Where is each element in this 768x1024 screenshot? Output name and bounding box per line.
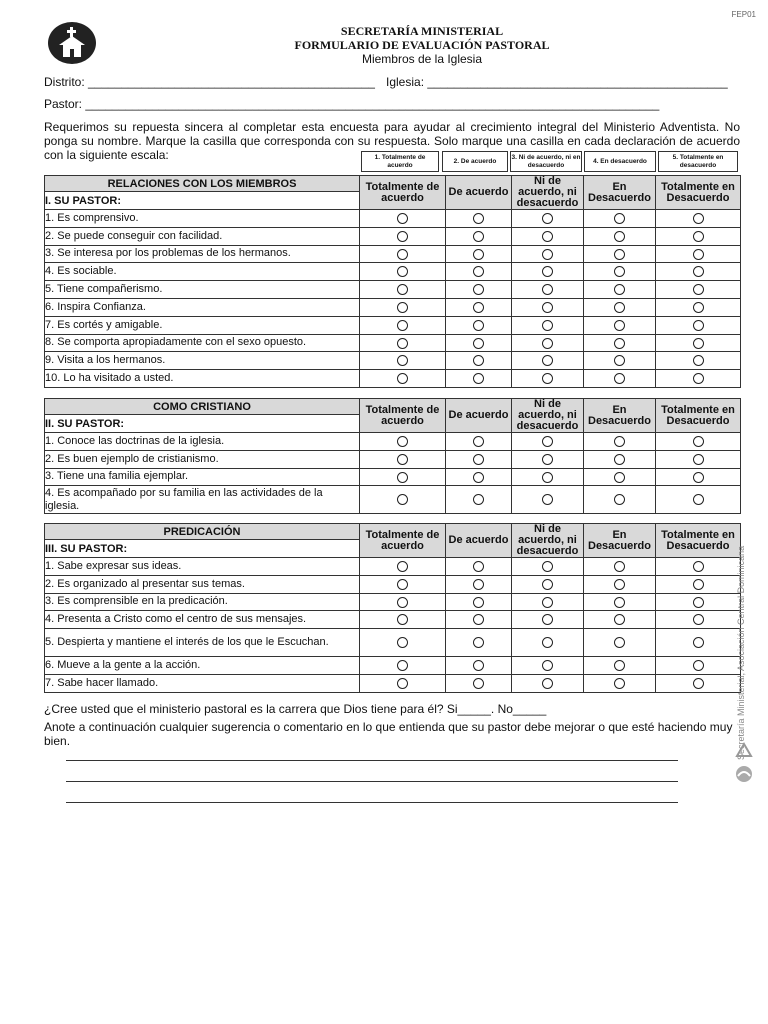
answer-cell — [512, 657, 584, 675]
table-row — [45, 227, 741, 245]
answer-radio[interactable] — [614, 472, 625, 483]
answer-cell — [360, 316, 446, 334]
question-text: 9. Visita a los hermanos. — [45, 352, 360, 370]
iglesia-field[interactable]: Iglesia: _____________________________________________ — [386, 75, 728, 89]
answer-radio[interactable] — [614, 249, 625, 260]
table-row — [45, 281, 741, 299]
section-predicacion-table — [44, 523, 741, 693]
answer-radio[interactable] — [473, 637, 484, 648]
question-text: 6. Inspira Confianza. — [45, 298, 360, 316]
answer-cell — [360, 657, 446, 675]
answer-radio[interactable] — [542, 472, 553, 483]
answer-radio[interactable] — [542, 579, 553, 590]
table-row — [45, 575, 741, 593]
answer-cell — [360, 227, 446, 245]
answer-radio[interactable] — [473, 579, 484, 590]
table-row — [45, 611, 741, 629]
answer-radio[interactable] — [693, 302, 704, 313]
answer-cell — [360, 611, 446, 629]
answer-cell — [584, 210, 656, 228]
answer-radio[interactable] — [542, 373, 553, 384]
question-text: 1. Conoce las doctrinas de la iglesia. — [45, 433, 360, 451]
answer-cell — [446, 210, 512, 228]
answer-radio[interactable] — [542, 231, 553, 242]
answer-cell — [360, 486, 446, 514]
answer-radio[interactable] — [693, 249, 704, 260]
table-row — [45, 334, 741, 352]
column-header: Ni de acuerdo, ni desacuerdo — [512, 399, 584, 433]
answer-radio[interactable] — [542, 660, 553, 671]
column-header: Totalmente de acuerdo — [360, 176, 446, 210]
answer-cell — [656, 575, 741, 593]
answer-radio[interactable] — [397, 637, 408, 648]
table-row — [45, 263, 741, 281]
answer-radio[interactable] — [614, 597, 625, 608]
answer-cell — [584, 245, 656, 263]
answer-cell — [584, 316, 656, 334]
answer-cell — [656, 352, 741, 370]
answer-cell — [360, 352, 446, 370]
answer-radio[interactable] — [397, 472, 408, 483]
question-text: 4. Es sociable. — [45, 263, 360, 281]
answer-cell — [446, 316, 512, 334]
answer-radio[interactable] — [473, 597, 484, 608]
answer-radio[interactable] — [614, 355, 625, 366]
answer-radio[interactable] — [614, 266, 625, 277]
answer-radio[interactable] — [542, 355, 553, 366]
answer-radio[interactable] — [397, 579, 408, 590]
answer-radio[interactable] — [693, 597, 704, 608]
answer-cell — [584, 433, 656, 451]
column-header: Totalmente en Desacuerdo — [656, 524, 741, 558]
answer-cell — [446, 486, 512, 514]
answer-radio[interactable] — [542, 436, 553, 447]
answer-cell — [512, 210, 584, 228]
header-subtitle: FORMULARIO DE EVALUACIÓN PASTORAL — [294, 38, 550, 52]
answer-cell — [584, 450, 656, 468]
table-row — [45, 468, 741, 486]
table-row — [45, 674, 741, 692]
column-header: Ni de acuerdo, ni desacuerdo — [512, 176, 584, 210]
table-row — [45, 433, 741, 451]
answer-radio[interactable] — [397, 302, 408, 313]
answer-radio[interactable] — [614, 213, 625, 224]
answer-cell — [584, 281, 656, 299]
career-question[interactable]: ¿Cree usted que el ministerio pastoral es la carrera que Dios tiene para él? Si_____. No_____ — [44, 702, 547, 716]
question-text: 5. Tiene compañerismo. — [45, 281, 360, 299]
answer-cell — [360, 468, 446, 486]
answer-radio[interactable] — [473, 284, 484, 295]
answer-cell — [656, 629, 741, 657]
answer-cell — [656, 657, 741, 675]
answer-cell — [512, 674, 584, 692]
answer-radio[interactable] — [542, 494, 553, 505]
scale-2: 2. De acuerdo — [442, 151, 508, 172]
answer-cell — [656, 210, 741, 228]
answer-cell — [360, 263, 446, 281]
answer-cell — [584, 352, 656, 370]
question-text: 6. Mueve a la gente a la acción. — [45, 657, 360, 675]
column-header: Totalmente en Desacuerdo — [656, 399, 741, 433]
answer-cell — [360, 281, 446, 299]
question-text: 2. Se puede conseguir con facilidad. — [45, 227, 360, 245]
table-row — [45, 370, 741, 388]
answer-radio[interactable] — [473, 355, 484, 366]
comment-line-2[interactable] — [66, 781, 678, 782]
question-text: 1. Es comprensivo. — [45, 210, 360, 228]
table-row — [45, 558, 741, 576]
answer-cell — [584, 298, 656, 316]
table-row — [45, 245, 741, 263]
answer-radio[interactable] — [473, 373, 484, 384]
answer-cell — [584, 468, 656, 486]
answer-cell — [584, 370, 656, 388]
column-header: Totalmente de acuerdo — [360, 524, 446, 558]
answer-cell — [656, 281, 741, 299]
answer-cell — [512, 468, 584, 486]
question-text: 4. Presenta a Cristo como el centro de sus mensajes. — [45, 611, 360, 629]
answer-cell — [446, 575, 512, 593]
answer-radio[interactable] — [542, 266, 553, 277]
answer-radio[interactable] — [397, 494, 408, 505]
answer-cell — [512, 593, 584, 611]
question-text: 5. Despierta y mantiene el interés de los que le Escuchan. — [45, 629, 360, 657]
answer-radio[interactable] — [614, 614, 625, 625]
answer-radio[interactable] — [397, 231, 408, 242]
answer-cell — [512, 263, 584, 281]
answer-radio[interactable] — [397, 373, 408, 384]
answer-radio[interactable] — [693, 231, 704, 242]
answer-radio[interactable] — [614, 284, 625, 295]
question-text: 7. Es cortés y amigable. — [45, 316, 360, 334]
answer-radio[interactable] — [473, 338, 484, 349]
table-row — [45, 629, 741, 657]
column-header: En Desacuerdo — [584, 399, 656, 433]
answer-cell — [656, 486, 741, 514]
section-title: COMO CRISTIANO — [45, 399, 360, 415]
answer-radio[interactable] — [693, 373, 704, 384]
column-header: Totalmente de acuerdo — [360, 399, 446, 433]
answer-cell — [584, 263, 656, 281]
answer-radio[interactable] — [397, 561, 408, 572]
answer-radio[interactable] — [614, 579, 625, 590]
answer-radio[interactable] — [693, 472, 704, 483]
answer-radio[interactable] — [397, 355, 408, 366]
answer-radio[interactable] — [693, 678, 704, 689]
answer-radio[interactable] — [693, 454, 704, 465]
column-header: Ni de acuerdo, ni desacuerdo — [512, 524, 584, 558]
answer-cell — [656, 334, 741, 352]
answer-cell — [584, 657, 656, 675]
answer-cell — [446, 370, 512, 388]
table-row — [45, 210, 741, 228]
answer-cell — [512, 575, 584, 593]
answer-cell — [656, 468, 741, 486]
answer-cell — [360, 298, 446, 316]
answer-radio[interactable] — [693, 637, 704, 648]
answer-cell — [512, 298, 584, 316]
scale-4: 4. En desacuerdo — [584, 151, 656, 172]
table-row — [45, 593, 741, 611]
answer-cell — [512, 352, 584, 370]
answer-radio[interactable] — [397, 597, 408, 608]
question-text: 1. Sabe expresar sus ideas. — [45, 558, 360, 576]
answer-cell — [446, 450, 512, 468]
column-header: De acuerdo — [446, 176, 512, 210]
answer-cell — [360, 433, 446, 451]
answer-cell — [360, 334, 446, 352]
answer-radio[interactable] — [614, 231, 625, 242]
answer-radio[interactable] — [614, 373, 625, 384]
answer-cell — [656, 316, 741, 334]
answer-radio[interactable] — [614, 320, 625, 331]
answer-radio[interactable] — [473, 213, 484, 224]
answer-radio[interactable] — [542, 284, 553, 295]
answer-cell — [446, 657, 512, 675]
answer-radio[interactable] — [473, 266, 484, 277]
answer-radio[interactable] — [397, 213, 408, 224]
answer-cell — [512, 611, 584, 629]
answer-radio[interactable] — [693, 436, 704, 447]
answer-radio[interactable] — [397, 436, 408, 447]
answer-cell — [446, 433, 512, 451]
header-title: SECRETARÍA MINISTERIAL — [340, 24, 504, 38]
answer-cell — [656, 245, 741, 263]
answer-radio[interactable] — [614, 678, 625, 689]
answer-cell — [360, 370, 446, 388]
question-text: 3. Se interesa por los problemas de los hermanos. — [45, 245, 360, 263]
answer-radio[interactable] — [693, 213, 704, 224]
section-subtitle: I. SU PASTOR: — [45, 192, 360, 210]
answer-radio[interactable] — [473, 494, 484, 505]
answer-radio[interactable] — [614, 338, 625, 349]
answer-radio[interactable] — [542, 637, 553, 648]
answer-cell — [360, 210, 446, 228]
answer-radio[interactable] — [693, 579, 704, 590]
answer-cell — [584, 629, 656, 657]
answer-cell — [584, 575, 656, 593]
answer-cell — [512, 227, 584, 245]
answer-cell — [446, 334, 512, 352]
answer-cell — [446, 468, 512, 486]
answer-radio[interactable] — [614, 561, 625, 572]
question-text: 10. Lo ha visitado a usted. — [45, 370, 360, 388]
answer-cell — [512, 629, 584, 657]
answer-cell — [656, 227, 741, 245]
answer-radio[interactable] — [397, 249, 408, 260]
answer-cell — [512, 281, 584, 299]
answer-cell — [584, 558, 656, 576]
question-text: 3. Tiene una familia ejemplar. — [45, 468, 360, 486]
answer-radio[interactable] — [693, 494, 704, 505]
section-relaciones-table — [44, 175, 741, 388]
answer-radio[interactable] — [473, 561, 484, 572]
answer-cell — [360, 558, 446, 576]
answer-radio[interactable] — [397, 678, 408, 689]
scale-5: 5. Totalmente en desacuerdo — [658, 151, 738, 172]
question-text: 2. Es organizado al presentar sus temas. — [45, 575, 360, 593]
header-audience: Miembros de la Iglesia — [361, 52, 483, 66]
answer-radio[interactable] — [397, 338, 408, 349]
column-header: De acuerdo — [446, 399, 512, 433]
answer-radio[interactable] — [693, 284, 704, 295]
answer-radio[interactable] — [693, 660, 704, 671]
answer-radio[interactable] — [473, 249, 484, 260]
answer-cell — [512, 558, 584, 576]
answer-radio[interactable] — [614, 494, 625, 505]
adventist-emblem-icon — [734, 764, 754, 784]
table-row — [45, 352, 741, 370]
answer-radio[interactable] — [397, 266, 408, 277]
answer-radio[interactable] — [473, 614, 484, 625]
answer-radio[interactable] — [542, 597, 553, 608]
answer-cell — [584, 486, 656, 514]
answer-radio[interactable] — [473, 472, 484, 483]
table-row — [45, 316, 741, 334]
answer-cell — [656, 450, 741, 468]
answer-radio[interactable] — [473, 454, 484, 465]
answer-cell — [512, 370, 584, 388]
question-text: 4. Es acompañado por su familia en las actividades de la iglesia. — [45, 486, 360, 514]
column-header: En Desacuerdo — [584, 524, 656, 558]
answer-cell — [360, 450, 446, 468]
answer-radio[interactable] — [473, 436, 484, 447]
answer-radio[interactable] — [397, 454, 408, 465]
answer-cell — [656, 263, 741, 281]
answer-cell — [656, 298, 741, 316]
answer-radio[interactable] — [473, 302, 484, 313]
answer-cell — [584, 227, 656, 245]
answer-cell — [512, 450, 584, 468]
answer-cell — [656, 558, 741, 576]
answer-cell — [656, 611, 741, 629]
answer-radio[interactable] — [542, 454, 553, 465]
answer-radio[interactable] — [693, 266, 704, 277]
section-subtitle: III. SU PASTOR: — [45, 540, 360, 558]
answer-cell — [446, 593, 512, 611]
answer-radio[interactable] — [693, 320, 704, 331]
answer-cell — [360, 629, 446, 657]
table-row — [45, 657, 741, 675]
answer-radio[interactable] — [614, 637, 625, 648]
section-title: RELACIONES CON LOS MIEMBROS — [45, 176, 360, 192]
section-subtitle: II. SU PASTOR: — [45, 415, 360, 433]
answer-cell — [584, 674, 656, 692]
adventist-logo-icon — [734, 740, 754, 760]
table-row — [45, 450, 741, 468]
answer-cell — [512, 486, 584, 514]
comment-prompt: Anote a continuación cualquier sugerencia o comentario en lo que entienda que su pastor debe mejorar o que esté haciendo muy bien. — [44, 720, 733, 748]
answer-radio[interactable] — [614, 454, 625, 465]
column-header: Totalmente en Desacuerdo — [656, 176, 741, 210]
answer-radio[interactable] — [397, 660, 408, 671]
answer-radio[interactable] — [473, 320, 484, 331]
answer-radio[interactable] — [542, 213, 553, 224]
answer-cell — [512, 334, 584, 352]
answer-cell — [446, 629, 512, 657]
answer-cell — [446, 674, 512, 692]
question-text: 2. Es buen ejemplo de cristianismo. — [45, 450, 360, 468]
answer-radio[interactable] — [397, 320, 408, 331]
answer-cell — [512, 433, 584, 451]
answer-cell — [584, 593, 656, 611]
answer-radio[interactable] — [473, 231, 484, 242]
answer-cell — [446, 281, 512, 299]
answer-cell — [446, 263, 512, 281]
comment-line-3[interactable] — [66, 802, 678, 803]
side-text: Secretaría Ministerial, Asociación Central Dominicana — [736, 545, 746, 760]
answer-cell — [360, 575, 446, 593]
answer-cell — [656, 433, 741, 451]
comment-line-1[interactable] — [66, 760, 678, 761]
answer-cell — [512, 245, 584, 263]
answer-radio[interactable] — [693, 614, 704, 625]
answer-radio[interactable] — [542, 614, 553, 625]
answer-cell — [360, 674, 446, 692]
distrito-field[interactable]: Distrito: ___________________________________________ — [44, 75, 375, 89]
answer-radio[interactable] — [693, 355, 704, 366]
answer-radio[interactable] — [693, 561, 704, 572]
answer-radio[interactable] — [397, 284, 408, 295]
scale-3: 3. Ni de acuerdo, ni en desacuerdo — [510, 151, 582, 172]
answer-cell — [656, 593, 741, 611]
answer-cell — [584, 334, 656, 352]
question-text: 3. Es comprensible en la predicación. — [45, 593, 360, 611]
table-row — [45, 486, 741, 514]
answer-radio[interactable] — [614, 302, 625, 313]
answer-radio[interactable] — [542, 249, 553, 260]
answer-cell — [446, 227, 512, 245]
answer-radio[interactable] — [542, 338, 553, 349]
answer-cell — [446, 611, 512, 629]
answer-cell — [656, 370, 741, 388]
answer-cell — [446, 245, 512, 263]
table-row — [45, 298, 741, 316]
intro-text: Requerimos su repuesta sincera al completar esta encuesta para ayudar al crecimiento integral del Ministerio Adventista. No ponga su nombre. Marque la casilla que corresponda con su respuesta. Solo marque una casilla en cada declaración de acuerdo con la siguiente escala: — [44, 120, 740, 162]
question-text: 8. Se comporta apropiadamente con el sexo opuesto. — [45, 334, 360, 352]
section-cristiano-table — [44, 398, 741, 514]
answer-radio[interactable] — [614, 436, 625, 447]
section-title: PREDICACIÓN — [45, 524, 360, 540]
form-code: FEP01 — [731, 10, 756, 19]
answer-radio[interactable] — [614, 660, 625, 671]
answer-radio[interactable] — [542, 302, 553, 313]
answer-cell — [584, 611, 656, 629]
answer-radio[interactable] — [542, 561, 553, 572]
answer-cell — [512, 316, 584, 334]
answer-cell — [656, 674, 741, 692]
pastor-field[interactable]: Pastor: ______________________________________________________________________________________ — [44, 97, 660, 111]
scale-1: 1. Totalmente de acuerdo — [361, 151, 439, 172]
column-header: De acuerdo — [446, 524, 512, 558]
answer-cell — [446, 558, 512, 576]
answer-radio[interactable] — [397, 614, 408, 625]
answer-radio[interactable] — [542, 678, 553, 689]
answer-radio[interactable] — [473, 678, 484, 689]
answer-cell — [360, 593, 446, 611]
answer-cell — [446, 298, 512, 316]
answer-cell — [446, 352, 512, 370]
question-text: 7. Sabe hacer llamado. — [45, 674, 360, 692]
column-header: En Desacuerdo — [584, 176, 656, 210]
answer-radio[interactable] — [693, 338, 704, 349]
answer-radio[interactable] — [542, 320, 553, 331]
answer-radio[interactable] — [473, 660, 484, 671]
answer-cell — [360, 245, 446, 263]
